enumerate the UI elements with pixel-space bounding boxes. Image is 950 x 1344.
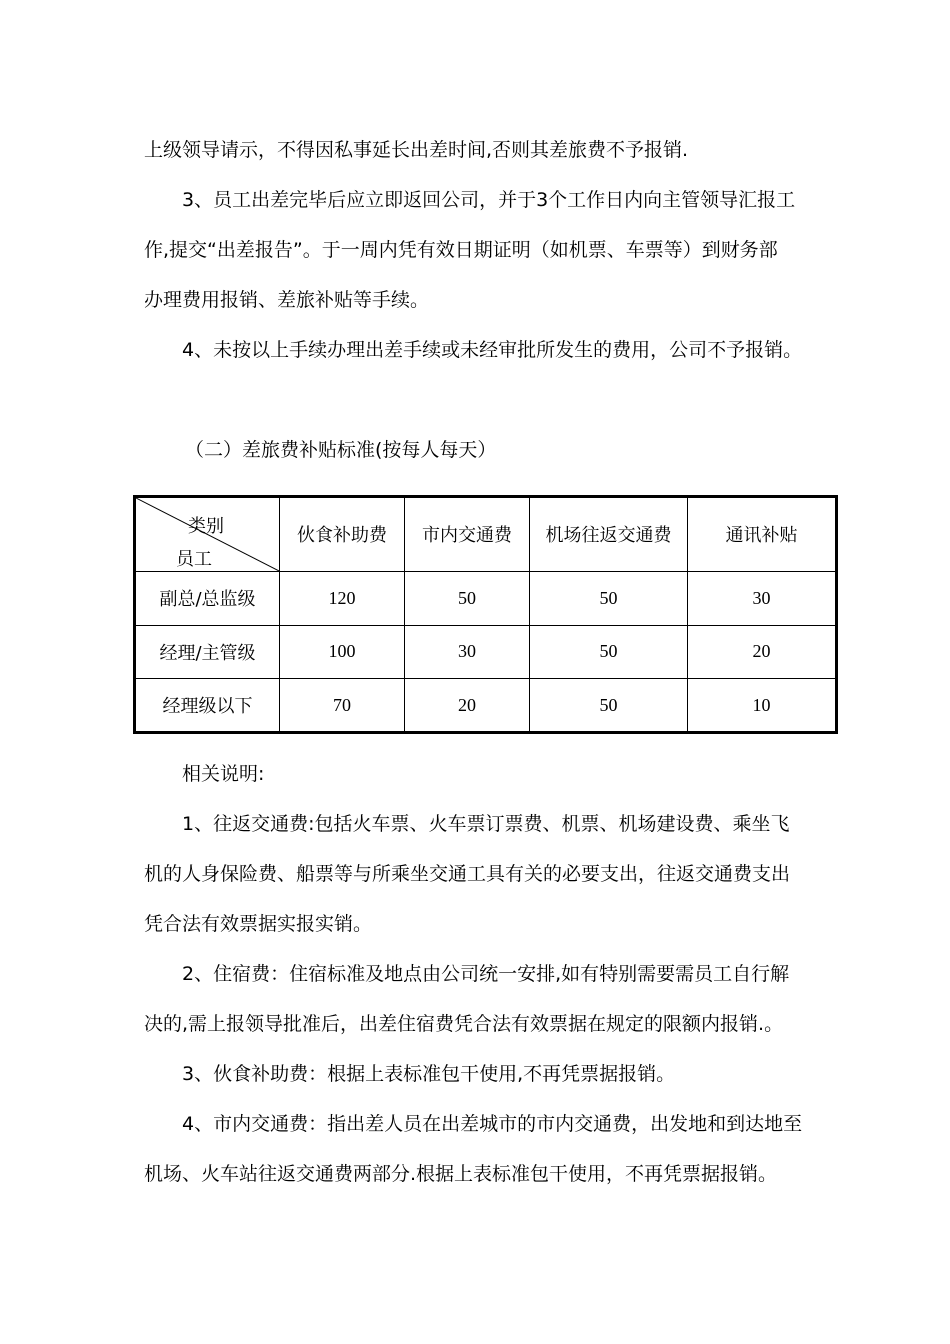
corner-label-employee: 员工 (176, 549, 212, 570)
row-label: 经理级以下 (135, 679, 280, 733)
table-cell: 30 (688, 571, 837, 625)
column-header: 伙食补助费 (280, 497, 405, 572)
table-cell: 50 (530, 571, 688, 625)
notes-heading: 相关说明: (182, 763, 265, 785)
table-cell: 50 (405, 571, 530, 625)
paragraph-line: 办理费用报销、差旅补贴等手续。 (144, 289, 430, 311)
table-header-row (135, 497, 837, 572)
table-row (135, 679, 837, 733)
table-cell: 50 (530, 679, 688, 733)
note-line: 凭合法有效票据实报实销。 (144, 913, 373, 935)
corner-cell (135, 497, 280, 572)
table-cell: 120 (280, 571, 405, 625)
table-cell: 30 (405, 625, 530, 679)
section-heading: （二）差旅费补贴标准(按每人每天） (185, 439, 497, 461)
note-line: 2、住宿费：住宿标准及地点由公司统一安排,如有特别需要需员工自行解 (182, 963, 790, 985)
column-header: 市内交通费 (405, 497, 530, 572)
paragraph-line: 4、未按以上手续办理出差手续或未经审批所发生的费用，公司不予报销。 (182, 339, 803, 361)
paragraph-line: 作,提交“出差报告”。于一周内凭有效日期证明（如机票、车票等）到财务部 (144, 239, 778, 261)
table-row (135, 625, 837, 679)
note-line: 4、市内交通费：指出差人员在出差城市的市内交通费，出发地和到达地至 (182, 1113, 803, 1135)
corner-label-category: 类别 (188, 516, 224, 537)
table-cell: 50 (530, 625, 688, 679)
note-line: 1、往返交通费:包括火车票、火车票订票费、机票、机场建设费、乘坐飞 (182, 813, 790, 835)
paragraph-line: 3、员工出差完毕后应立即返回公司，并于3个工作日内向主管领导汇报工 (182, 189, 796, 211)
column-header: 机场往返交通费 (530, 497, 688, 572)
table-cell: 100 (280, 625, 405, 679)
column-header: 通讯补贴 (688, 497, 837, 572)
table-cell: 20 (688, 625, 837, 679)
note-line: 3、伙食补助费：根据上表标准包干使用,不再凭票据报销。 (182, 1063, 676, 1085)
note-line: 机场、火车站往返交通费两部分.根据上表标准包干使用，不再凭票据报销。 (144, 1163, 778, 1185)
table-cell: 20 (405, 679, 530, 733)
row-label: 副总/总监级 (135, 571, 280, 625)
paragraph-line: 上级领导请示，不得因私事延长出差时间,否则其差旅费不予报销. (144, 139, 689, 161)
table-row (135, 571, 837, 625)
row-label: 经理/主管级 (135, 625, 280, 679)
note-line: 决的,需上报领导批准后，出差住宿费凭合法有效票据在规定的限额内报销.。 (144, 1013, 784, 1035)
table-cell: 70 (280, 679, 405, 733)
table-cell: 10 (688, 679, 837, 733)
note-line: 机的人身保险费、船票等与所乘坐交通工具有关的必要支出，往返交通费支出 (144, 863, 791, 885)
allowance-table (133, 495, 838, 734)
